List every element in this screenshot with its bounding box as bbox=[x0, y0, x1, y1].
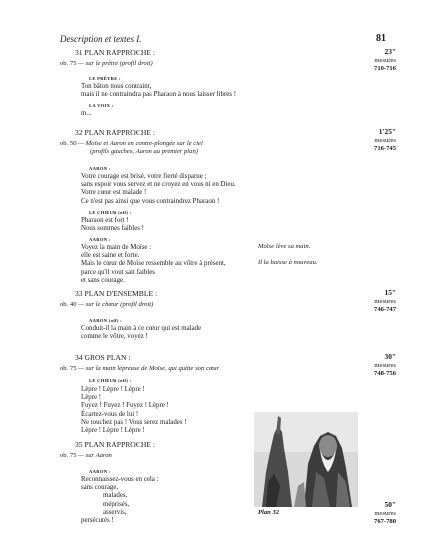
page-number: 81 bbox=[376, 33, 386, 44]
dialogue-line: Reconnaissez-vous en cela : bbox=[81, 476, 159, 483]
shot-description: — sur Aaron bbox=[78, 452, 112, 459]
shot-duration: 1'25" bbox=[378, 127, 396, 136]
dialogue-line: m... bbox=[81, 110, 92, 117]
dialogue-line: mais il ne contraindra pas Pharaon à nous laisser libres ! bbox=[81, 91, 236, 99]
dialogue-line: Fuyez ! Fuyez ! Fuyez ! Lèpre ! bbox=[81, 402, 169, 410]
shot-timing bbox=[336, 501, 396, 526]
dialogue-line: Votre cœur est malade ! bbox=[81, 189, 147, 197]
shot-timing bbox=[336, 289, 396, 314]
measures-label: mesures bbox=[374, 297, 396, 305]
dialogue-line: Ce n'est pas ainsi que vous contraindrez Pharaon ! bbox=[81, 197, 220, 205]
shot-description: — sur le prêtre (profil droit) bbox=[78, 60, 153, 67]
dialogue-line: Écartez-vous de lui ! bbox=[81, 410, 139, 418]
dialogue-line: Pharaon est fort ! bbox=[81, 217, 129, 224]
shot-timing bbox=[336, 48, 396, 73]
dialogue-line: Lèpre ! bbox=[81, 394, 102, 402]
shot-object bbox=[60, 61, 153, 68]
dialogue-block bbox=[81, 476, 159, 525]
dialogue-line: Conduit-il la main à ce cœur qui est malade bbox=[81, 325, 202, 332]
shot-heading: 32 PLAN RAPPROCHE : bbox=[75, 128, 155, 137]
object-ref: ob. 75 bbox=[60, 365, 77, 372]
dialogue-line: Voyez la main de Moïse : bbox=[81, 244, 152, 251]
dialogue-line: sans espoir vous servez et ne croyez en vous ni en Dieu. bbox=[81, 181, 236, 189]
dialogue-line: asservis, bbox=[103, 508, 127, 516]
object-ref: ob. 40 bbox=[60, 301, 77, 308]
measures-range: 748-756 bbox=[374, 369, 396, 377]
shot-object bbox=[60, 453, 112, 460]
measures-label: mesures bbox=[374, 136, 396, 144]
shot-timing bbox=[336, 128, 396, 153]
dialogue-block bbox=[81, 173, 236, 206]
measures-range: 767-780 bbox=[374, 517, 396, 525]
shot-description-continued: (profils gauches, Aaron au premier plan) bbox=[90, 148, 198, 155]
dialogue-line: Lèpre ! Lèpre ! Lèpre ! bbox=[81, 427, 145, 435]
shot-heading: 33 PLAN D'ENSEMBLE : bbox=[75, 289, 158, 298]
dialogue-line: parce qu'il vout sait faibles bbox=[81, 268, 155, 276]
stage-direction: Moïse lève sa main. bbox=[258, 243, 311, 250]
object-ref: ob. 50 bbox=[60, 140, 77, 147]
shot-object bbox=[60, 141, 203, 148]
dialogue-block bbox=[81, 217, 144, 233]
shot-timing bbox=[336, 353, 396, 378]
dialogue-line: persécutés ! bbox=[81, 517, 114, 525]
measures-range: 746-747 bbox=[374, 305, 396, 313]
dialogue-line: et sans courage. bbox=[81, 276, 125, 284]
shot-description: — sur le chœur (profil droit) bbox=[78, 301, 154, 308]
speaker-label: LE PRÊTRE : bbox=[89, 76, 121, 81]
shot-duration: 30" bbox=[384, 352, 396, 361]
speaker-label: AARON : bbox=[89, 166, 111, 171]
speaker-label: LE CHŒUR (off) : bbox=[89, 378, 132, 383]
speaker-label: LA VOIX : bbox=[89, 103, 114, 108]
shot-duration: 23" bbox=[384, 47, 396, 56]
dialogue-block bbox=[81, 386, 187, 435]
dialogue-block bbox=[81, 83, 236, 99]
shot-description: — sur la main lépreuse de Moïse, qui quitte son cœur bbox=[78, 365, 220, 372]
shot-description: — Moïse et Aaron en contre-plongée sur le ciel bbox=[78, 140, 203, 147]
dialogue-line: elle est saine et forte. bbox=[81, 252, 140, 260]
section-title: Description et textes I. bbox=[60, 34, 142, 44]
dialogue-line: malades, bbox=[103, 492, 128, 500]
dialogue-line: comme le vôtre, voyez ! bbox=[81, 333, 148, 341]
measures-label: mesures bbox=[374, 509, 396, 517]
measures-label: mesures bbox=[374, 361, 396, 369]
dialogue-line: méprisés, bbox=[103, 500, 130, 508]
object-ref: ob. 75 bbox=[60, 60, 77, 67]
dialogue-line: Ton bâton nous contraint, bbox=[81, 83, 152, 90]
dialogue-line: Mais le cœur de Moïse ressemble au vôtre à présent, bbox=[81, 260, 226, 268]
shot-heading: 34 GROS PLAN : bbox=[75, 353, 131, 362]
speaker-label: LE CHŒUR (off) : bbox=[89, 210, 132, 215]
speaker-label: AARON : bbox=[89, 469, 111, 474]
dialogue-block bbox=[81, 325, 201, 341]
speaker-label: AARON : bbox=[89, 237, 111, 242]
shot-object bbox=[60, 302, 153, 309]
shot-heading: 35 PLAN RAPPROCHE : bbox=[75, 440, 155, 449]
dialogue-line: sans courage, bbox=[81, 484, 119, 492]
stage-direction: Il la baisse à nouveau. bbox=[258, 259, 318, 266]
figure-caption: Plan 32 bbox=[258, 509, 280, 516]
shot-duration: 15" bbox=[384, 288, 396, 297]
shot-object bbox=[60, 366, 219, 373]
speaker-label: AARON (off) : bbox=[89, 318, 122, 323]
dialogue-line: Ne touchez pas ! Vous serez malades ! bbox=[81, 418, 187, 426]
film-still-photo bbox=[254, 412, 358, 507]
dialogue-line: Nous sommes faibles ! bbox=[81, 225, 144, 233]
shot-heading: 31 PLAN RAPPROCHE : bbox=[75, 48, 155, 57]
object-ref: ob. 75 bbox=[60, 452, 77, 459]
dialogue-block bbox=[81, 244, 226, 285]
dialogue-line: Votre courage est brisé, votre fierté disparue ; bbox=[81, 173, 207, 180]
measures-range: 710-716 bbox=[374, 64, 396, 72]
dialogue-line: Lèpre ! Lèpre ! Lèpre ! bbox=[81, 386, 145, 393]
shot-duration: 50" bbox=[384, 500, 396, 509]
measures-label: mesures bbox=[374, 56, 396, 64]
measures-range: 716-745 bbox=[374, 144, 396, 152]
film-still-image bbox=[254, 412, 358, 507]
